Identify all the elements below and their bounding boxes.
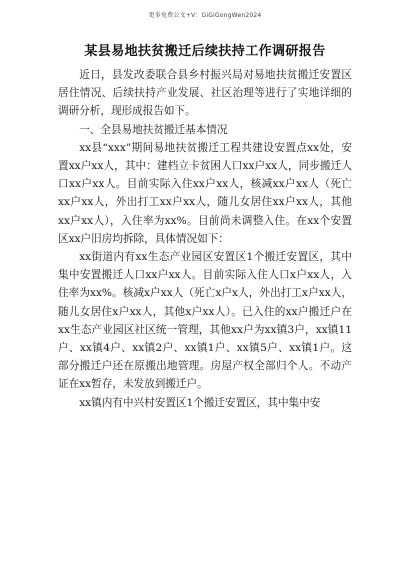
document-body <box>58 66 352 412</box>
header-note: 更多免费公文+V：GiGiGongWen2024 <box>148 12 262 19</box>
paragraph-intro: 近日，县发改委联合县乡村振兴局对易地扶贫搬迁安置区居住情况、后续扶持产业发展、社区治理等进行了实地详细的调研分析，现形成报告如下。 <box>58 69 352 118</box>
paragraph-street-site: xx街道内有xx生态产业园区安置区1个搬迁安置区，其中集中安置搬迁人口xx户xx人。目前实际入住人口x户xx人，入住率为xx%。核减x户xx人（死亡x户x人，外出打工x户xx人，随儿女居住x户xx人，其他x户xx人）。已入住的xx户搬迁户在xx生态产业园区社区统一管理，其他xx户为xx镇3户，xx镇11户、xx镇4户、xx镇2户、xx镇1户、xx镇5户、xx镇1户。这部分搬迁户还在原搬出地管理。房屋产权全部归个人。不动产证在xx暂存，未发放到搬迁户。 <box>58 251 352 391</box>
document-title: 某县易地扶贫搬迁后续扶持工作调研报告 <box>84 44 326 59</box>
section-heading: 一、全县易地扶贫搬迁基本情况 <box>79 123 228 136</box>
paragraph-overview: xx县“xxx”期间易地扶贫搬迁工程共建设安置点xx处，安置xx户xx人，其中：建档立卡贫困人口xx户xx人，同步搬迁人口xx户xx人。目前实际入住xx户xx人，核减xx户xx人（死亡xx户xx人，外出打工xx户xx人，随儿女居住xx户xx人，其他xx户xx人），入住率为xx%。目前尚未调整入住。在xx个安置区xx户旧房均拆除，具体情况如下： <box>58 141 352 245</box>
paragraph-town-site: xx镇内有中兴村安置区1个搬迁安置区，其中集中安 <box>79 396 321 409</box>
